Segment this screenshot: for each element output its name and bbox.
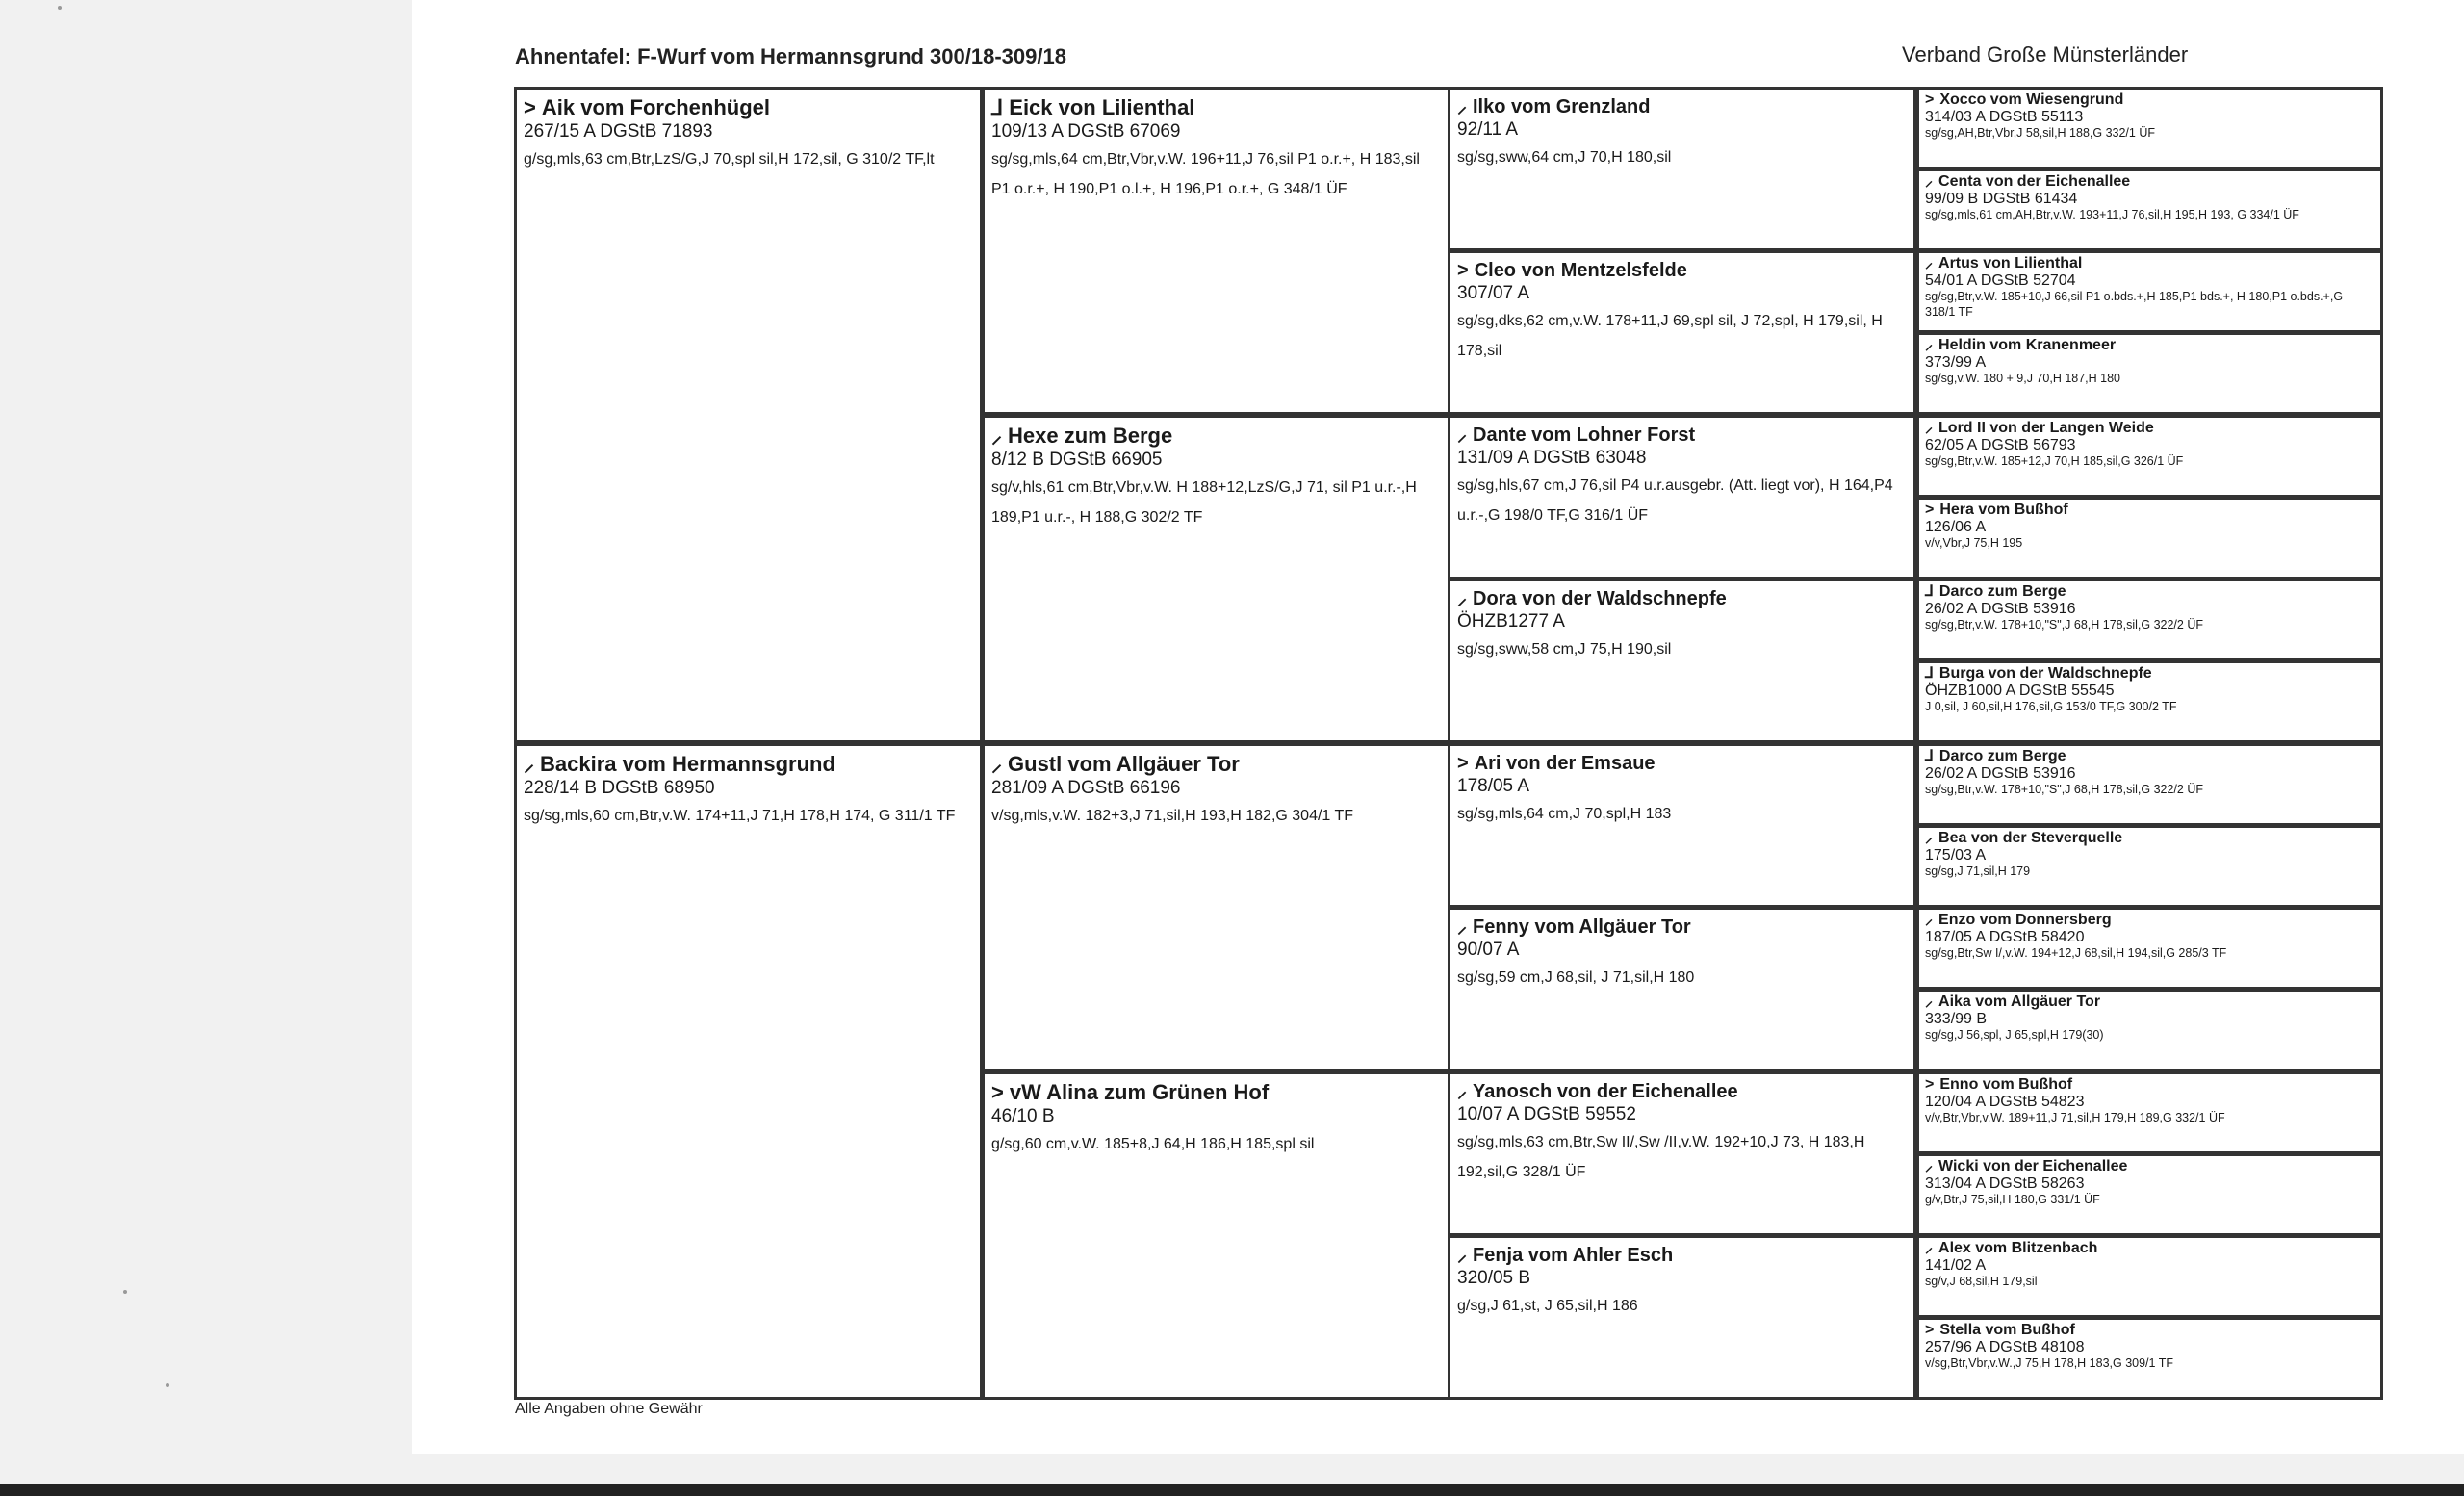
- registration-number: 314/03 A DGStB 55113: [1925, 109, 2084, 125]
- pedigree-entry-dam: [514, 743, 983, 1400]
- performance-info: v/sg,mls,v.W. 182+3,J 71,sil,H 193,H 182,G 304/1 TF: [991, 808, 1354, 824]
- dog-name: ⸝ Aika vom Allgäuer Tor: [1925, 993, 2101, 1010]
- dog-name: ⸝ Hexe zum Berge: [991, 424, 1173, 448]
- dog-name: ⸝ Yanosch von der Eichenallee: [1457, 1081, 1738, 1102]
- registration-number: 307/07 A: [1457, 283, 1530, 303]
- registration-number: ÖHZB1277 A: [1457, 611, 1565, 632]
- registration-number: 320/05 B: [1457, 1268, 1531, 1288]
- pedigree-entry-gen3: [1448, 87, 1916, 251]
- registration-number: 333/99 B: [1925, 1011, 1988, 1027]
- performance-info: sg/sg,mls,64 cm,Btr,Vbr,v.W. 196+11,J 76,sil P1 o.r.+, H 183,sil P1 o.r.+, H 190,P1 o.l.+, H 196,P1 o.r.+, G 348/1 ÜF: [991, 151, 1420, 197]
- pedigree-entry-gen3: [1448, 907, 1916, 1071]
- sex-symbol: >: [1457, 753, 1469, 774]
- performance-info: sg/sg,Btr,v.W. 185+10,J 66,sil P1 o.bds.+,H 185,P1 bds.+, H 180,P1 o.bds.+,G 318/1 TF: [1925, 290, 2344, 319]
- pedigree-entry-gen2: [982, 1071, 1450, 1400]
- performance-info: J 0,sil, J 60,sil,H 176,sil,G 153/0 TF,G 300/2 TF: [1925, 700, 2177, 713]
- disclaimer: Alle Angaben ohne Gewähr: [515, 1401, 703, 1417]
- pedigree-entry-gen2: [982, 87, 1450, 415]
- performance-info: sg/sg,dks,62 cm,v.W. 178+11,J 69,spl sil, J 72,spl, H 179,sil, H 178,sil: [1457, 313, 1883, 359]
- performance-info: sg/sg,mls,60 cm,Btr,v.W. 174+11,J 71,H 178,H 174, G 311/1 TF: [524, 808, 956, 824]
- performance-info: sg/sg,Btr,v.W. 178+10,"S",J 68,H 178,sil,G 322/2 ÜF: [1925, 618, 2203, 632]
- sex-symbol: ⸝: [1925, 830, 1934, 846]
- scanner-edge: [0, 1484, 2464, 1496]
- sex-symbol: ⸝: [1457, 425, 1467, 446]
- registration-number: 62/05 A DGStB 56793: [1925, 437, 2076, 453]
- dog-name: ⸝ Fenny vom Allgäuer Tor: [1457, 916, 1691, 938]
- performance-info: sg/sg,hls,67 cm,J 76,sil P4 u.r.ausgebr. (Att. liegt vor), H 164,P4 u.r.-,G 198/0 TF,G 316/1 ÜF: [1457, 477, 1893, 524]
- dog-name: > Ari von der Emsaue: [1457, 753, 1656, 774]
- dog-name: ⸝ Enzo vom Donnersberg: [1925, 912, 2112, 928]
- dog-name: > Hera vom Bußhof: [1925, 502, 2068, 518]
- pedigree-entry-gen3: [1448, 1235, 1916, 1400]
- pedigree-entry-gen2: [982, 415, 1450, 743]
- dog-name: > Aik vom Forchenhügel: [524, 95, 771, 119]
- sex-symbol: ⸝: [991, 424, 1003, 448]
- pedigree-entry-gen3: [1448, 250, 1916, 415]
- pedigree-entry-gen4: [1916, 660, 2383, 743]
- registration-number: 120/04 A DGStB 54823: [1925, 1094, 2085, 1110]
- dog-name: > vW Alina zum Grünen Hof: [991, 1080, 1270, 1104]
- dog-name: > Cleo von Mentzelsfelde: [1457, 260, 1687, 281]
- performance-info: sg/sg,Btr,v.W. 178+10,"S",J 68,H 178,sil,G 322/2 ÜF: [1925, 783, 2203, 796]
- scan-speck: [123, 1290, 127, 1294]
- dog-name: ⅃ Darco zum Berge: [1925, 748, 2066, 764]
- pedigree-entry-gen4: [1916, 87, 2383, 169]
- sex-symbol: >: [1925, 91, 1935, 108]
- sex-symbol: ⸝: [1925, 1158, 1934, 1174]
- registration-number: 178/05 A: [1457, 776, 1530, 796]
- dog-name: > Xocco vom Wiesengrund: [1925, 91, 2124, 108]
- registration-number: 92/11 A: [1457, 119, 1519, 140]
- registration-number: 141/02 A: [1925, 1257, 1987, 1274]
- dog-name: ⸝ Artus von Lilienthal: [1925, 255, 2083, 271]
- performance-info: g/sg,J 61,st, J 65,sil,H 186: [1457, 1298, 1638, 1314]
- performance-info: sg/v,hls,61 cm,Btr,Vbr,v.W. H 188+12,LzS/G,J 71, sil P1 u.r.-,H 189,P1 u.r.-, H 188,G 302/2 TF: [991, 479, 1417, 526]
- registration-number: 46/10 B: [991, 1106, 1055, 1126]
- pedigree-entry-gen3: [1448, 1071, 1916, 1236]
- sex-symbol: ⸝: [1925, 993, 1934, 1010]
- registration-number: 109/13 A DGStB 67069: [991, 121, 1181, 142]
- dog-name: ⸝ Gustl vom Allgäuer Tor: [991, 752, 1240, 776]
- sex-symbol: >: [991, 1080, 1004, 1104]
- dog-name: ⸝ Dora von der Waldschnepfe: [1457, 588, 1727, 609]
- dog-name: ⸝ Alex vom Blitzenbach: [1925, 1240, 2098, 1256]
- registration-number: 99/09 B DGStB 61434: [1925, 191, 2078, 207]
- performance-info: v/sg,Btr,Vbr,v.W.,J 75,H 178,H 183,G 309/1 TF: [1925, 1356, 2173, 1370]
- page-title: Ahnentafel: F-Wurf vom Hermannsgrund 300/18-309/18: [515, 44, 1066, 68]
- performance-info: sg/sg,Btr,v.W. 185+12,J 70,H 185,sil,G 326/1 ÜF: [1925, 454, 2184, 468]
- pedigree-entry-gen4: [1916, 1153, 2383, 1236]
- dog-name: ⅃ Burga von der Waldschnepfe: [1925, 665, 2152, 682]
- sex-symbol: ⸝: [1457, 1245, 1467, 1266]
- sex-symbol: ⸝: [991, 752, 1003, 776]
- sex-symbol: ⸝: [1925, 912, 1934, 928]
- organization-name: Verband Große Münsterländer: [1902, 42, 2189, 66]
- dog-name: ⸝ Dante vom Lohner Forst: [1457, 425, 1696, 446]
- performance-info: sg/sg,59 cm,J 68,sil, J 71,sil,H 180: [1457, 969, 1695, 986]
- dog-name: ⸝ Heldin vom Kranenmeer: [1925, 337, 2117, 353]
- performance-info: v/v,Btr,Vbr,v.W. 189+11,J 71,sil,H 179,H 189,G 332/1 ÜF: [1925, 1111, 2225, 1124]
- sex-symbol: ⸝: [1925, 337, 1934, 353]
- performance-info: sg/sg,v.W. 180 + 9,J 70,H 187,H 180: [1925, 372, 2121, 385]
- dog-name: ⸝ Ilko vom Grenzland: [1457, 96, 1651, 117]
- pedigree-entry-gen4: [1916, 989, 2383, 1071]
- registration-number: 90/07 A: [1457, 940, 1520, 960]
- registration-number: 187/05 A DGStB 58420: [1925, 929, 2085, 945]
- performance-info: sg/sg,mls,61 cm,AH,Btr,v.W. 193+11,J 76,sil,H 195,H 193, G 334/1 ÜF: [1925, 208, 2299, 221]
- pedigree-entry-gen3: [1448, 579, 1916, 743]
- pedigree-entry-gen4: [1916, 415, 2383, 498]
- scan-speck: [58, 6, 62, 10]
- sex-symbol: ⅃: [1925, 665, 1934, 682]
- sex-symbol: >: [1925, 1322, 1935, 1338]
- registration-number: 131/09 A DGStB 63048: [1457, 448, 1647, 468]
- performance-info: sg/sg,Btr,Sw I/,v.W. 194+12,J 68,sil,H 194,sil,G 285/3 TF: [1925, 946, 2227, 960]
- dog-name: ⸝ Wicki von der Eichenallee: [1925, 1158, 2128, 1174]
- pedigree-entry-gen4: [1916, 332, 2383, 415]
- pedigree-entry-gen2: [982, 743, 1450, 1071]
- dog-name: ⅃ Darco zum Berge: [1925, 583, 2066, 600]
- dog-name: ⸝ Lord II von der Langen Weide: [1925, 420, 2154, 436]
- performance-info: sg/v,J 68,sil,H 179,sil: [1925, 1275, 2038, 1288]
- dog-name: > Stella vom Bußhof: [1925, 1322, 2075, 1338]
- registration-number: 313/04 A DGStB 58263: [1925, 1175, 2085, 1192]
- pedigree-entry-gen4: [1916, 1071, 2383, 1154]
- registration-number: 126/06 A: [1925, 519, 1987, 535]
- registration-number: 373/99 A: [1925, 354, 1987, 371]
- sex-symbol: >: [1925, 502, 1935, 518]
- pedigree-entry-gen4: [1916, 743, 2383, 826]
- performance-info: g/sg,mls,63 cm,Btr,LzS/G,J 70,spl sil,H 172,sil, G 310/2 TF,lt: [524, 151, 935, 168]
- registration-number: 281/09 A DGStB 66196: [991, 778, 1181, 798]
- registration-number: 228/14 B DGStB 68950: [524, 778, 715, 798]
- pedigree-entry-gen4: [1916, 1317, 2383, 1400]
- performance-info: g/sg,60 cm,v.W. 185+8,J 64,H 186,H 185,spl sil: [991, 1136, 1315, 1152]
- sex-symbol: >: [1457, 260, 1469, 281]
- sex-symbol: >: [1925, 1076, 1935, 1093]
- sex-symbol: ⅃: [1925, 583, 1934, 600]
- performance-info: sg/sg,AH,Btr,Vbr,J 58,sil,H 188,G 332/1 ÜF: [1925, 126, 2155, 140]
- dog-name: ⸝ Bea von der Steverquelle: [1925, 830, 2123, 846]
- pedigree-entry-gen4: [1916, 907, 2383, 990]
- performance-info: sg/sg,J 71,sil,H 179: [1925, 864, 2031, 878]
- dog-name: ⸝ Fenja vom Ahler Esch: [1457, 1245, 1674, 1266]
- registration-number: 267/15 A DGStB 71893: [524, 121, 713, 142]
- scan-speck: [166, 1383, 169, 1387]
- sex-symbol: ⸝: [1925, 255, 1934, 271]
- dog-name: > Enno vom Bußhof: [1925, 1076, 2073, 1093]
- pedigree-entry-gen4: [1916, 825, 2383, 908]
- sex-symbol: ⸝: [1925, 420, 1934, 436]
- registration-number: 26/02 A DGStB 53916: [1925, 765, 2076, 782]
- sex-symbol: ⸝: [1925, 173, 1934, 190]
- pedigree-entry-gen4: [1916, 1235, 2383, 1318]
- performance-info: sg/sg,sww,58 cm,J 75,H 190,sil: [1457, 641, 1672, 658]
- pedigree-entry-gen3: [1448, 743, 1916, 908]
- registration-number: 54/01 A DGStB 52704: [1925, 272, 2076, 289]
- sex-symbol: ⸝: [1457, 96, 1467, 117]
- sex-symbol: ⸝: [1457, 1081, 1467, 1102]
- sex-symbol: ⸝: [1457, 588, 1467, 609]
- sex-symbol: ⅃: [991, 95, 1004, 119]
- performance-info: g/v,Btr,J 75,sil,H 180,G 331/1 ÜF: [1925, 1193, 2100, 1206]
- registration-number: 10/07 A DGStB 59552: [1457, 1104, 1636, 1124]
- registration-number: 26/02 A DGStB 53916: [1925, 601, 2076, 617]
- dog-name: ⸝ Backira vom Hermannsgrund: [524, 752, 835, 776]
- dog-name: ⅃ Eick von Lilienthal: [991, 95, 1195, 119]
- pedigree-entry-gen4: [1916, 168, 2383, 251]
- performance-info: sg/sg,J 56,spl, J 65,spl,H 179(30): [1925, 1028, 2104, 1042]
- performance-info: sg/sg,mls,64 cm,J 70,spl,H 183: [1457, 806, 1672, 822]
- registration-number: 257/96 A DGStB 48108: [1925, 1339, 2085, 1355]
- dog-name: ⸝ Centa von der Eichenallee: [1925, 173, 2131, 190]
- performance-info: v/v,Vbr,J 75,H 195: [1925, 536, 2023, 550]
- registration-number: 8/12 B DGStB 66905: [991, 450, 1163, 470]
- pedigree-entry-gen4: [1916, 250, 2383, 333]
- sex-symbol: ⅃: [1925, 748, 1934, 764]
- registration-number: 175/03 A: [1925, 847, 1987, 864]
- pedigree-entry-gen3: [1448, 415, 1916, 580]
- sex-symbol: ⸝: [524, 752, 535, 776]
- pedigree-entry-gen4: [1916, 497, 2383, 580]
- sex-symbol: ⸝: [1457, 916, 1467, 938]
- pedigree-entry-gen4: [1916, 579, 2383, 661]
- performance-info: sg/sg,mls,63 cm,Btr,Sw II/,Sw /II,v.W. 192+10,J 73, H 183,H 192,sil,G 328/1 ÜF: [1457, 1134, 1865, 1180]
- registration-number: ÖHZB1000 A DGStB 55545: [1925, 683, 2115, 699]
- sex-symbol: ⸝: [1925, 1240, 1934, 1256]
- performance-info: sg/sg,sww,64 cm,J 70,H 180,sil: [1457, 149, 1672, 166]
- sex-symbol: >: [524, 95, 536, 119]
- pedigree-entry-sire: [514, 87, 983, 743]
